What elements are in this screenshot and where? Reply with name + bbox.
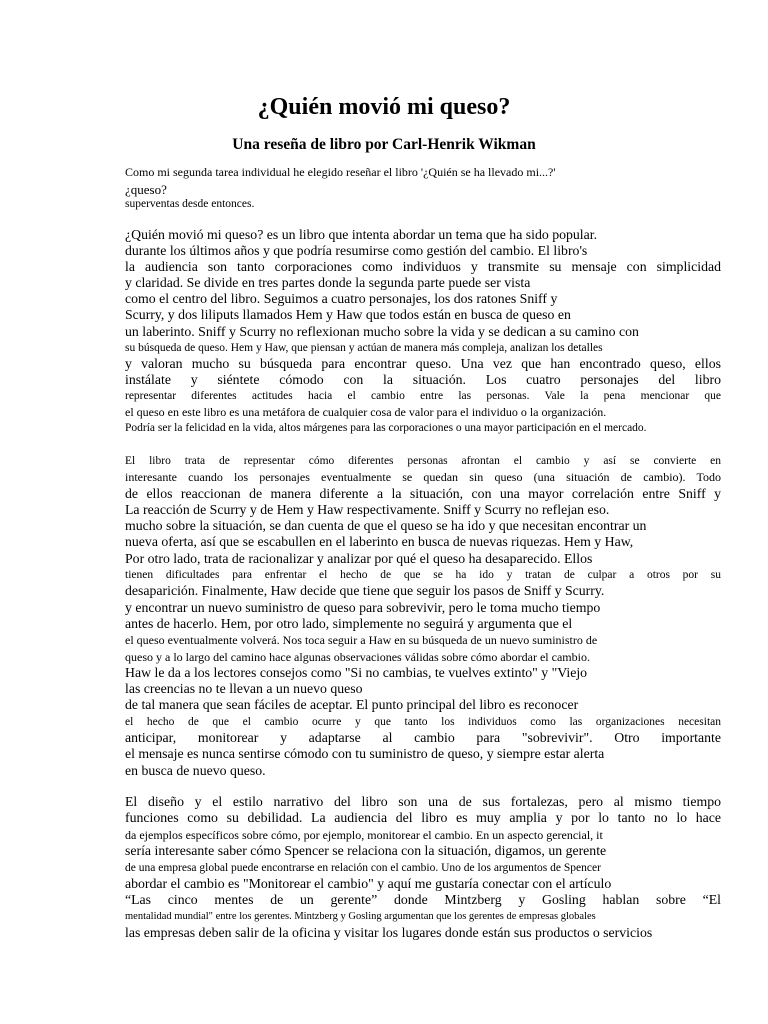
paragraph-line: “Las cinco mentes de un gerente” donde Mintzberg y Gosling hablan sobre “El — [125, 892, 721, 908]
paragraph-line: representar diferentes actitudes hacia el cambio entre las personas. Vale la pena mencionar que — [125, 389, 721, 402]
paragraph-line: y valoran mucho su búsqueda para encontrar queso. Una vez que han encontrado queso, ellos — [125, 355, 721, 371]
paragraph-line: desaparición. Finalmente, Haw decide que tiene que seguir los pasos de Sniff y Scurry. — [125, 583, 605, 599]
paragraph-line: de tal manera que sean fáciles de aceptar. El punto principal del libro es reconocer — [125, 697, 579, 713]
intro-line: ¿queso? — [125, 182, 167, 197]
paragraph-line: su búsqueda de queso. Hem y Haw, que piensan y actúan de manera más compleja, analizan los detalles — [125, 341, 603, 354]
document-subtitle: Una reseña de libro por Carl-Henrik Wikman — [232, 136, 536, 153]
intro-line: Como mi segunda tarea individual he elegido reseñar el libro '¿Quién se ha llevado mi...?' — [125, 165, 556, 179]
paragraph-line: abordar el cambio es "Monitorear el cambio" y aquí me gustaría conectar con el artículo — [125, 876, 612, 892]
paragraph-line: Scurry, y dos liliputs llamados Hem y Haw que todos están en busca de queso en — [125, 307, 571, 323]
paragraph-line: Haw le da a los lectores consejos como "Si no cambias, te vuelves extinto" y "Viejo — [125, 664, 588, 680]
paragraph-line: y claridad. Se divide en tres partes donde la segunda parte puede ser vista — [125, 275, 531, 291]
paragraph-1 — [125, 227, 721, 436]
paragraph-line: queso y a lo largo del camino hace algunas observaciones válidas sobre cómo abordar el cambio. — [125, 649, 590, 664]
paragraph-line: nueva oferta, así que se escabullen en el laberinto en busca de nuevas riquezas. Hem y Haw, — [125, 534, 634, 550]
paragraph-line: El libro trata de representar cómo diferentes personas afrontan el cambio y así se convierte en — [125, 455, 721, 467]
paragraph-line: como el centro del libro. Seguimos a cuatro personajes, los dos ratones Sniff y — [125, 291, 558, 307]
paragraph-line: y encontrar un nuevo suministro de queso para sobrevivir, pero le toma mucho tiempo — [125, 599, 601, 615]
paragraph-line: el queso en este libro es una metáfora de cualquier cosa de valor para el individuo o la organización. — [125, 405, 607, 420]
paragraph-line: sería interesante saber cómo Spencer se relaciona con la situación, digamos, un gerente — [125, 843, 607, 859]
paragraph-line: interesante cuando los personajes eventualmente se quedan sin queso (una situación de cambio). Todo — [125, 470, 721, 485]
paragraph-2 — [125, 453, 721, 779]
paragraph-3 — [125, 794, 721, 942]
paragraph-line: Podría ser la felicidad en la vida, altos márgenes para las corporaciones o una mayor participación en el mercado. — [125, 422, 647, 435]
paragraph-line: ¿Quién movió mi queso? es un libro que intenta abordar un tema que ha sido popular. — [125, 227, 598, 242]
paragraph-line: funciones como su debilidad. La audiencia del libro es muy amplia y por lo tanto no lo hace — [125, 810, 721, 826]
paragraph-line: el hecho de que el cambio ocurre y que tanto los individuos como las organizaciones necesitan — [125, 715, 721, 728]
paragraph-line: mentalidad mundial" entre los gerentes. Mintzberg y Gosling argumentan que los gerentes de empresas globales — [125, 910, 596, 922]
paragraph-line: las creencias no te llevan a un nuevo queso — [125, 681, 363, 697]
paragraph-line: de una empresa global puede encontrarse en relación con el cambio. Uno de los argumentos de Spencer — [125, 861, 601, 874]
paragraph-line: la audiencia son tanto corporaciones como individuos y transmite su mensaje con simplicidad — [125, 259, 721, 275]
paragraph-line: un laberinto. Sniff y Scurry no reflexionan mucho sobre la vida y se dedican a su camino con — [125, 323, 639, 339]
paragraph-line: anticipar, monitorear y adaptarse al cambio para "sobrevivir". Otro importante — [125, 730, 721, 746]
intro-paragraph — [125, 165, 721, 212]
paragraph-line: El diseño y el estilo narrativo del libro son una de sus fortalezas, pero al mismo tiempo — [125, 794, 721, 809]
document-title: ¿Quién movió mi queso? — [257, 94, 511, 120]
paragraph-line: La reacción de Scurry y de Hem y Haw respectivamente. Sniff y Scurry no reflejan eso. — [125, 501, 610, 517]
paragraph-line: en busca de nuevo queso. — [125, 762, 266, 778]
paragraph-line: da ejemplos específicos sobre cómo, por ejemplo, monitorear el cambio. En un aspecto gerencial, it — [125, 827, 603, 842]
paragraph-line: instálate y siéntete cómodo con la situación. Los cuatro personajes del libro — [125, 371, 721, 387]
paragraph-line: el queso eventualmente volverá. Nos toca seguir a Haw en su búsqueda de un nuevo suministro de — [125, 633, 598, 648]
paragraph-line: las empresas deben salir de la oficina y visitar los lugares donde están sus productos o servicios — [125, 925, 653, 941]
paragraph-line: mucho sobre la situación, se dan cuenta de que el queso se ha ido y que necesitan encontrar un — [125, 518, 647, 534]
paragraph-line: de ellos reaccionan de manera diferente a la situación, con una mayor correlación entre Sniff y — [125, 485, 721, 501]
paragraph-line: durante los últimos años y que podría resumirse como gestión del cambio. El libro's — [125, 243, 588, 259]
paragraph-line: tienen dificultades para enfrentar el hecho de que se ha ido y tratan de culpar a otros por su — [125, 569, 721, 582]
paragraph-line: el mensaje es nunca sentirse cómodo con tu suministro de queso, y siempre estar alerta — [125, 746, 605, 762]
intro-line: superventas desde entonces. — [125, 198, 255, 210]
paragraph-line: Por otro lado, trata de racionalizar y analizar por qué el queso ha desaparecido. Ellos — [125, 550, 593, 566]
paragraph-line: antes de hacerlo. Hem, por otro lado, simplemente no seguirá y argumenta que el — [125, 615, 573, 631]
